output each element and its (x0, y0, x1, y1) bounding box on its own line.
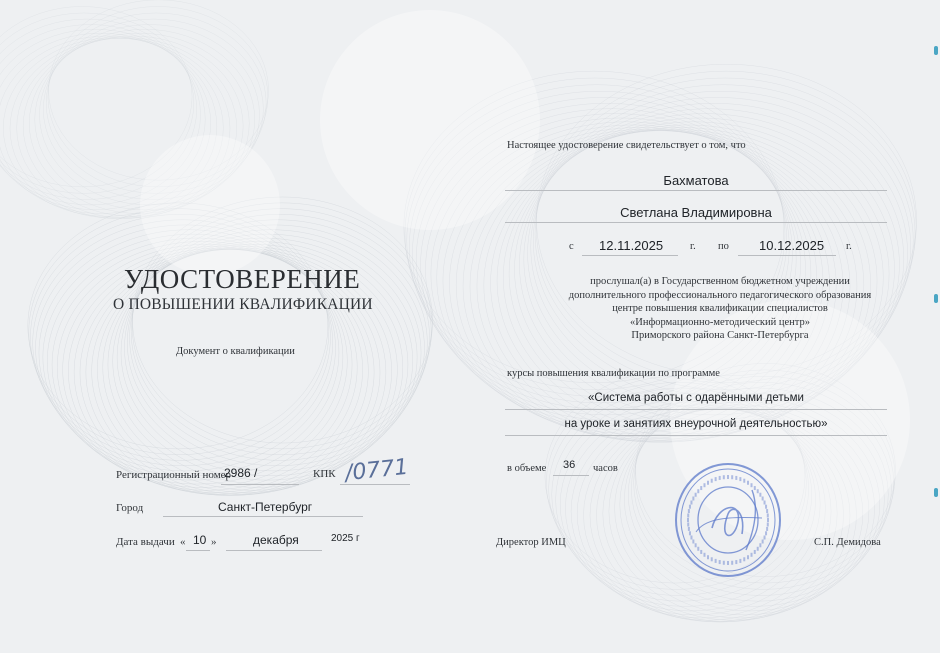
registration-number: 2986 / (224, 466, 258, 480)
certificate-title: УДОСТОВЕРЕНИЕ (124, 264, 361, 294)
date-from: 12.11.2025 (599, 238, 664, 253)
certificate-subtitle: О ПОВЫШЕНИИ КВАЛИФИКАЦИИ (113, 296, 373, 313)
year-suffix-to: г. (846, 241, 852, 252)
kpk-number-handwritten: /0771 (343, 454, 410, 487)
intro-text: Настоящее удостоверение свидетельствует о том, что (507, 140, 746, 151)
org-line-2: дополнительного профессионального педагогического образования (568, 289, 872, 301)
official-seal (672, 460, 784, 580)
program-title-line-2: на уроке и занятиях внеурочной деятельностью» (564, 418, 828, 430)
volume-underline (553, 475, 589, 476)
binding-mark (934, 294, 938, 303)
course-intro: курсы повышения квалификации по программе (507, 368, 720, 379)
kpk-label: КПК (313, 468, 336, 480)
recipient-surname: Бахматова (663, 173, 729, 188)
program-underline-2 (505, 435, 887, 436)
registration-underline (221, 484, 299, 485)
org-line-5: Приморского района Санкт-Петербурга (631, 330, 809, 341)
issue-day-underline (186, 550, 210, 551)
volume-label: в объеме (507, 463, 547, 474)
to-label: по (718, 241, 729, 252)
issue-day: 10 (193, 533, 207, 547)
binding-mark (934, 488, 938, 497)
surname-underline (505, 190, 887, 191)
director-label: Директор ИМЦ (496, 537, 566, 548)
volume-value: 36 (563, 459, 576, 471)
registration-label: Регистрационный номер (116, 469, 232, 481)
issue-month: декабря (253, 533, 299, 547)
issue-quote-close: » (211, 536, 217, 548)
director-name: С.П. Демидова (814, 537, 881, 548)
org-line-3: центре повышения квалификации специалистов (612, 303, 828, 314)
hours-label: часов (593, 463, 618, 474)
org-line-4: «Информационно-методический центр» (630, 316, 810, 328)
date-from-underline (582, 255, 678, 256)
program-title-line-1: «Система работы с одарёнными детьми (588, 392, 804, 404)
from-label: с (569, 241, 574, 252)
issue-month-underline (226, 550, 322, 551)
issue-quote-open: « (180, 536, 186, 548)
date-to-underline (738, 255, 836, 256)
city-underline (163, 516, 363, 517)
issue-date-label: Дата выдачи (116, 536, 175, 548)
org-line-1: прослушал(а) в Государственном бюджетном учреждении (590, 276, 850, 287)
city-label: Город (116, 502, 144, 514)
year-suffix-from: г. (690, 241, 696, 252)
program-underline-1 (505, 409, 887, 410)
name-underline (505, 222, 887, 223)
city-value: Санкт-Петербург (218, 500, 313, 514)
date-to: 10.12.2025 (759, 238, 825, 253)
document-type: Документ о квалификации (176, 346, 295, 357)
issue-year: 2025 г (331, 533, 360, 544)
organization-block (520, 275, 920, 343)
recipient-name: Светлана Владимировна (620, 205, 772, 220)
binding-mark (934, 46, 938, 55)
